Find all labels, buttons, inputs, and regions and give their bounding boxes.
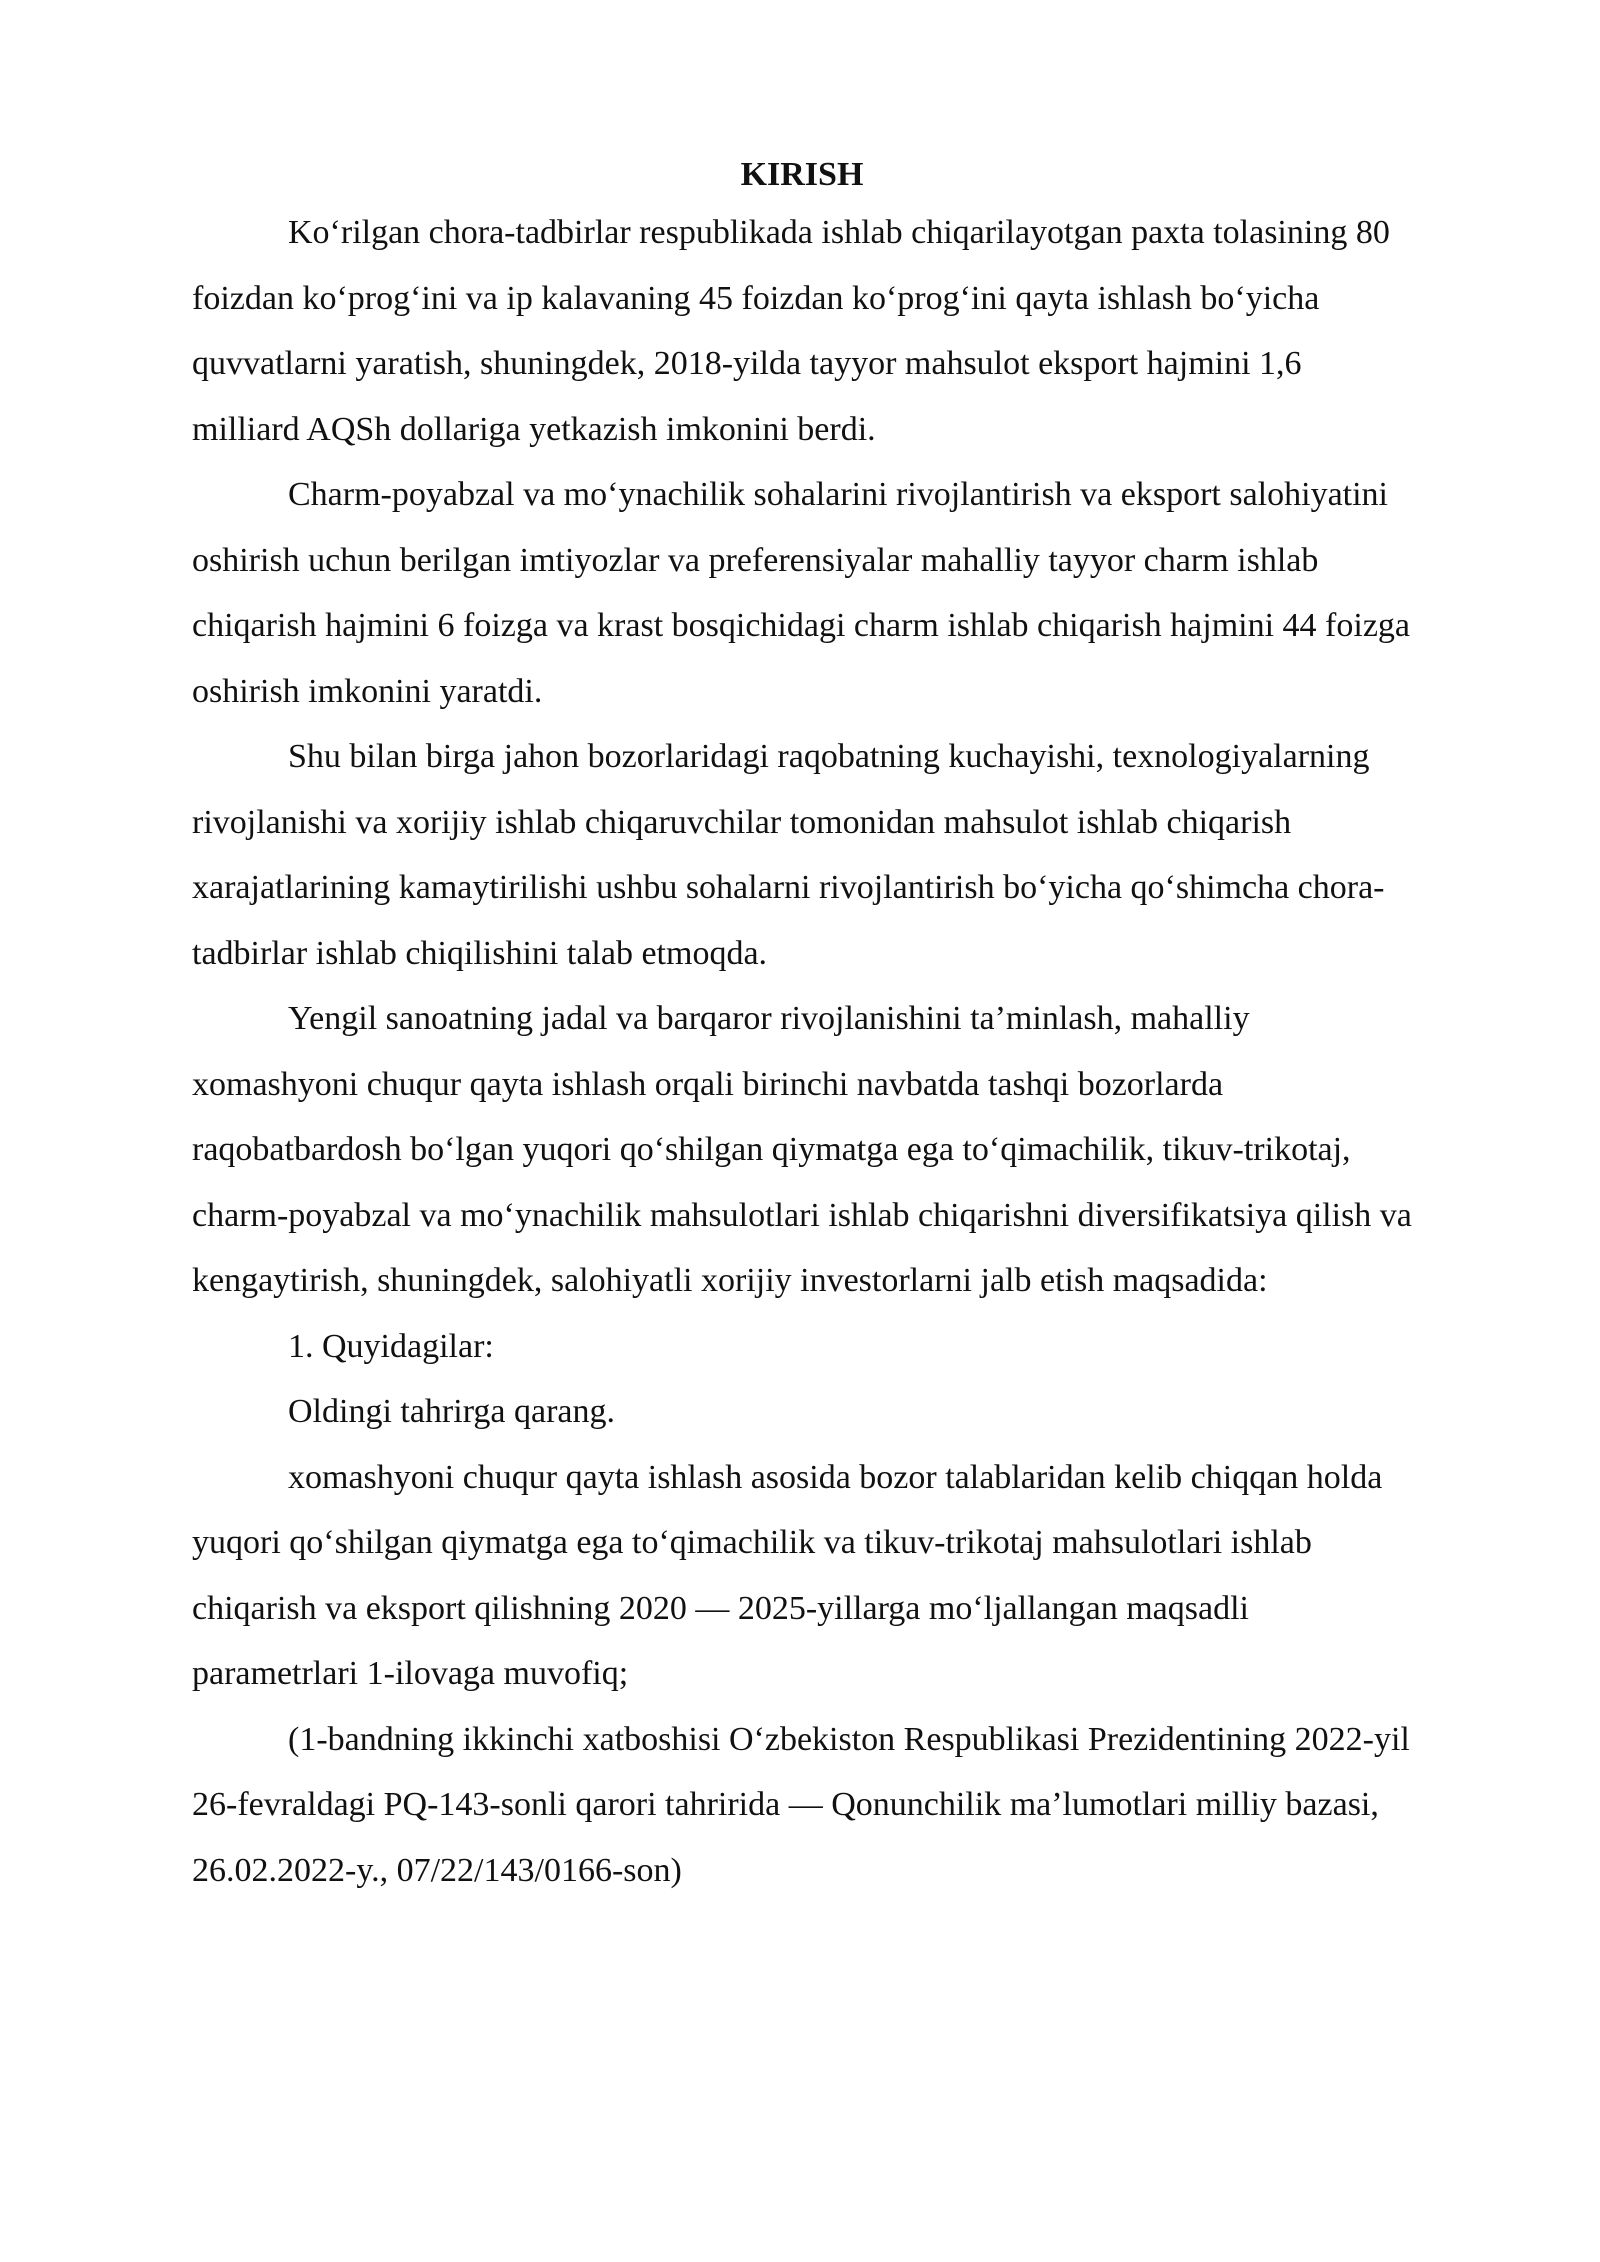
- paragraph-1: Ko‘rilgan chora-tadbirlar respublikada ishlab chiqarilayotgan paxta tolasining 80 foizdan ko‘prog‘ini va ip kalavaning 45 foizdan ko‘prog‘ini qayta ishlash bo‘yicha quvvatlarni yaratish, shuningdek, 2018-yilda tayyor mahsulot eksport hajmini 1,6 milliard AQSh dollariga yetkazish imkonini berdi.: [192, 214, 1390, 448]
- paragraph-2: Charm-poyabzal va mo‘ynachilik sohalarini rivojlantirish va eksport salohiyatini oshirish uchun berilgan imtiyozlar va preferensiyalar mahalliy tayyor charm ishlab chiqarish hajmini 6 foizga va krast bosqichidagi charm ishlab chiqarish hajmini 44 foizga oshirish imkonini yaratdi.: [192, 476, 1411, 710]
- amendment-note: (1-bandning ikkinchi xatboshisi O‘zbekiston Respublikasi Prezidentining 2022-yil 26-fevraldagi PQ-143-sonli qarori tahririda — Qonunchilik ma’lumotlari milliy bazasi, 26.02.2022-y., 07/22/143/0166-son): [192, 1720, 1410, 1889]
- list-item-1: 1. Quyidagilar:: [288, 1327, 494, 1365]
- document-body: [192, 150, 1412, 1903]
- paragraph-5: xomashyoni chuqur qayta ishlash asosida bozor talablaridan kelib chiqqan holda yuqori qo‘shilgan qiymatga ega to‘qimachilik va tikuv-trikotaj mahsulotlari ishlab chiqarish va eksport qilishning 2020 — 2025-yillarga mo‘ljallangan maqsadli parametrlari 1-ilovaga muvofiq;: [192, 1458, 1383, 1692]
- paragraph-4: Yengil sanoatning jadal va barqaror rivojlanishini ta’minlash, mahalliy xomashyoni chuqur qayta ishlash orqali birinchi navbatda tashqi bozorlarda raqobatbardosh bo‘lgan yuqori qo‘shilgan qiymatga ega to‘qimachilik, tikuv-trikotaj, charm-poyabzal va mo‘ynachilik mahsulotlari ishlab chiqarishni diversifikatsiya qilish va kengaytirish, shuningdek, salohiyatli xorijiy investorlarni jalb etish maqsadida:: [192, 1000, 1412, 1299]
- previous-edition-note: Oldingi tahrirga qarang.: [288, 1393, 616, 1430]
- document-title: KIRISH: [740, 156, 864, 193]
- paragraph-3: Shu bilan birga jahon bozorlaridagi raqobatning kuchayishi, texnologiyalarning rivojlanishi va xorijiy ishlab chiqaruvchilar tomonidan mahsulot ishlab chiqarish xarajatlarining kamaytirilishi ushbu sohalarni rivojlantirish bo‘yicha qo‘shimcha chora-tadbirlar ishlab chiqilishini talab etmoqda.: [192, 738, 1385, 972]
